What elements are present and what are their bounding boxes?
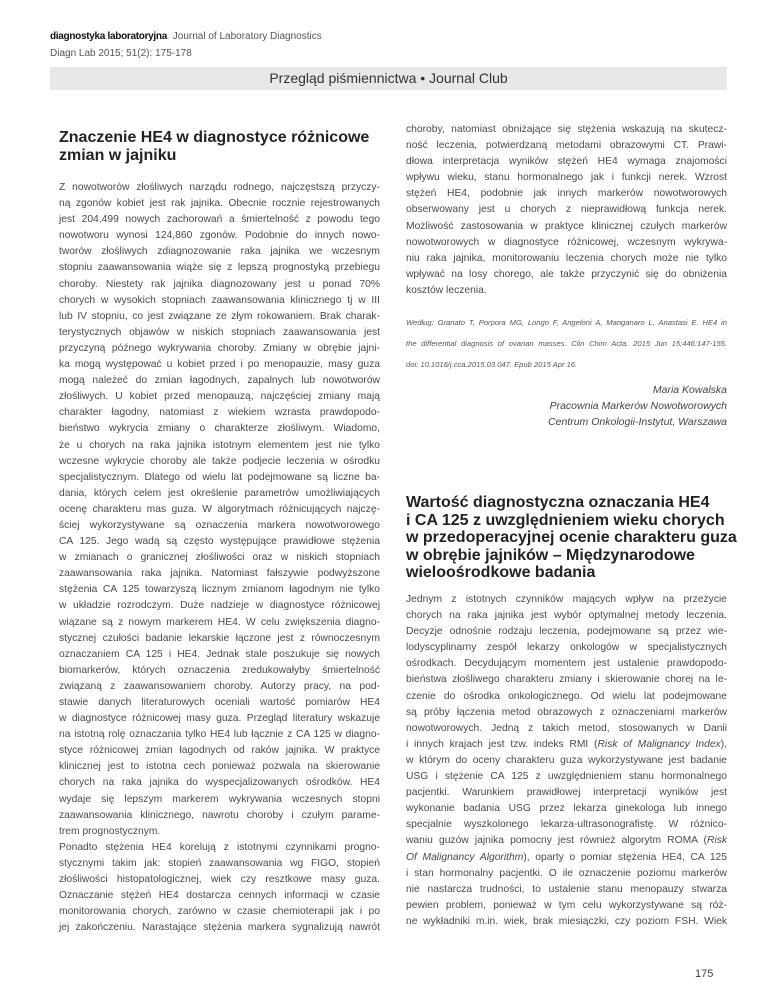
article1-body-left	[59, 180, 380, 936]
text-line: pewien problem, ponieważ w tym celu wykorzystywane są róż-	[406, 899, 727, 911]
text-line: niu raka jajnika, monitorowaniu leczenia chorych może nie tylko	[406, 252, 727, 264]
text-line: Ponadto stężenia HE4 korelują z istotnymi czynnikami progno-	[59, 841, 380, 853]
text-line	[406, 737, 727, 753]
article1-reference	[406, 312, 727, 375]
text-line: Według: Granato T, Porpora MG, Longo F, Angeloni A, Manganaro L, Anastasi E. HE4 in	[406, 318, 727, 327]
text-line: wpływać na losy chorego, ale także przyczynić się do obniżenia	[406, 268, 727, 280]
text-line: wiązane są z nowym markerem HE4. W celu zwiększenia diagno-	[59, 616, 380, 628]
text-line: CA 125. Jego wadą są często występujące prawidłowe stężenia	[59, 536, 380, 548]
text-line: terystycznych objawów w niskich stopniach zaawansowania jest	[59, 326, 380, 338]
title-line: wieloośrodkowe badania	[406, 564, 596, 581]
text-line: lodyscyplinarny zespół lekarzy onkologów w specjalistycznych	[406, 642, 727, 654]
text-line: czenie do ośrodka onkologicznego. Od wielu lat podejmowane	[406, 690, 727, 702]
text-line: nowotworowych. Jedną z takich metod, stosowanych w Danii	[406, 722, 727, 734]
text-line: charakter łagodny, natomiast z wiekiem wzrasta prawdopodo-	[59, 407, 380, 419]
text-line: zaawansowania klinicznego, nawrotu choroby i czułym parame-	[59, 809, 380, 821]
text-line: ocenę charakteru mas guza. W algorytmach różnicujących najczę-	[59, 503, 380, 515]
text-line: ność leczenia, potwierdzaną metodami obrazowymi CT. Prawi-	[406, 140, 727, 152]
section-banner	[50, 67, 727, 90]
text-line: nowotworu wynosi 124,860 zgonów. Podobnie do innych nowo-	[59, 230, 380, 242]
text-line: w zmianach o granicznej złośliwości oraz w niskich stopniach	[59, 552, 380, 564]
text-line: Jednym z istotnych czynników mających wpływ na przeżycie	[406, 594, 727, 605]
text-line: choroby. Niestety rak jajnika diagnozowany jest u ponad 70%	[59, 278, 380, 290]
journal-subtitle: Journal of Laboratory Diagnostics	[172, 31, 322, 42]
text-line: wydaje się lepszym markerem wykrywania wczesnych stopni	[59, 793, 380, 805]
article2-body	[406, 592, 727, 930]
text-segment: ), oparty o pomiar stężenia HE4, CA 125	[523, 851, 727, 863]
text-line: specjalistycznym. Dlatego od wielu lat podejmowane są liczne ba-	[59, 471, 380, 483]
text-line: że u chorych na raka jajnika istotnym elementem jest nie tylko	[59, 439, 380, 451]
text-line: stycznej czułości badanie lekarskie łączone jest z równoczesnym	[59, 632, 380, 644]
text-line: styce różnicowej zmian łagodnych od raków jajnika. W praktyce	[59, 745, 380, 757]
text-line: nowotworowych w diagnostyce różnicowej, wczesnym wykrywa-	[406, 236, 727, 248]
text-segment: Risk	[706, 835, 727, 847]
text-line: klinicznej jest to istotna cech ponieważ pozwala na skierowanie	[59, 761, 380, 773]
text-line: Z nowotworów złośliwych narządu rodnego, najczęstszą przyczy-	[59, 182, 380, 193]
text-line: wczesne wykrycie choroby ale także podjecie leczenia w ośrodku	[59, 455, 380, 467]
text-line: jest 204,499 nowych zachorowań a śmiertelność z powodu tego	[59, 214, 380, 226]
journal-citation: Diagn Lab 2015; 51(2): 175-178	[50, 48, 192, 59]
text-line: biomarkerów, których oznaczenia zredukowałyby śmiertelność	[59, 664, 380, 676]
text-line: stężeń HE4, podobnie jak innych markerów nowotworowych	[406, 188, 727, 200]
text-line: stycznymi takim jak: stopień zaawansowania wg FIGO, stopień	[59, 857, 380, 869]
text-line: w układzie rozrodczym. Duże nadzieje w diagnostyce różnicowej	[59, 600, 380, 612]
text-line: wpływu wieku, stanu hormonalnego jak i funkcji nerek. Wzrost	[406, 172, 727, 184]
text-line: stężenia CA 125 towarzyszą licznym zmianom łagodnym nie tylko	[59, 584, 380, 596]
text-line: monitorowania chorych, zarówno w czasie chemioterapii jak i po	[59, 906, 380, 918]
text-line: stawie danych literaturowych oceniali wartość pomiarów HE4	[59, 697, 380, 708]
text-line: Oznaczanie stężeń HE4 dostarcza cennych informacji w czasie	[59, 890, 380, 902]
text-line: specjalnie wyszkolonego lekarza-ultrasonografistę. W różnico-	[406, 819, 727, 831]
article1-title	[59, 129, 369, 164]
text-line: ne wykładniki m.in. wiek, brak miesiączki, czy poziom FSH. Wiek	[406, 915, 727, 927]
author-institution: Centrum Onkologii-Instytut, Warszawa	[548, 416, 727, 428]
text-line: obserwowany jest u chorych z nieprawidłową funkcja nerek.	[406, 204, 727, 216]
page-number: 175	[695, 968, 714, 980]
text-line: w którym do oceny charakteru guza wykorzystywane jest badanie	[406, 754, 727, 766]
text-line: są próby łączenia metod obrazowych z oznaczeniami markerów	[406, 706, 727, 718]
text-line: złośliwych. U kobiet przed menopauzą, najczęściej zmiany mają	[59, 391, 380, 403]
paragraph	[59, 840, 380, 937]
author-name: Maria Kowalska	[652, 384, 727, 396]
text-line: oznaczaniem CA 125 i HE4. Jednak stale poszukuje się nowych	[59, 648, 380, 660]
text-line: trem prognostycznym.	[59, 825, 161, 837]
text-line: dania, których celem jest określenie parametrów umożliwiających	[59, 487, 380, 499]
text-line: jej zakończeniu. Narastające stężenia markera sygnalizują nawrót	[59, 922, 380, 934]
paragraph	[59, 180, 380, 840]
text-line: pacjentki. Warunkiem prawidłowej interpretacji wyników jest	[406, 787, 727, 799]
text-line: w diagnostyce różnicowej masy guza. Przegląd literatury wskazuje	[59, 713, 380, 725]
text-line: USG i stężenie CA 125 z uwzględnieniem stanu hormonalnego	[406, 771, 727, 783]
text-segment: ),	[720, 738, 727, 750]
text-line: the differential diagnosis of ovarian masses. Clin Chim Acta. 2015 Jun 15;446:147-155.	[406, 339, 727, 348]
text-line: ośrodkach. Decydującym momentem jest ustalenie prawdopodo-	[406, 658, 727, 670]
text-line: lub IV stopniu, co jest związane ze złym rokowaniem. Brak charak-	[59, 310, 380, 322]
title-line: w obrębie jajników – Międzynarodowe	[406, 546, 695, 564]
text-line: związaną z zaawansowaniem choroby. Autorzy pracy, na pod-	[59, 680, 380, 692]
text-line: stopniu zaawansowania wiąże się z lepszą prognostyką przebiegu	[59, 262, 380, 274]
text-segment: Risk of Malignancy Index	[597, 738, 721, 750]
text-line: nie nastarcza trudności, to ustalenie stanu menopauzy stwarza	[406, 883, 727, 895]
text-line: ściej wykorzystywane są oznaczenia markera nowotworowego	[59, 519, 380, 531]
title-line: Wartość diagnostyczna oznaczania HE4	[406, 494, 710, 511]
article2-title	[406, 494, 737, 582]
title-line: w przedoperacyjnej ocenie charakteru guza	[406, 529, 737, 546]
text-line	[406, 850, 727, 866]
author-affiliation: Pracownia Markerów Nowotworowych	[549, 400, 727, 412]
text-line: przyczyną późnego wykrywania choroby. Zmiany w obrębie jajni-	[59, 342, 380, 354]
text-line: Decyzje odnośnie rodzaju leczenia, podejmowane są przez wie-	[406, 626, 727, 638]
journal-name: diagnostyka laboratoryjna	[50, 31, 167, 42]
text-line: chorych na raka jajnika jest wybór optymalnej metody leczenia.	[406, 610, 727, 622]
text-line: ka mogą występować u kobiet przed i po menopauzie, masy guza	[59, 359, 380, 371]
text-segment: i innych krajach jest tzw. indeks RMI (	[406, 738, 598, 750]
text-line: i stan hormonalny pacjentki. O ile oznaczenie poziomu markerów	[406, 867, 727, 879]
text-line: chorych na raka jajnika do wyspecjalizowanych ośrodków. HE4	[59, 777, 380, 789]
section-title: Przegląd piśmiennictwa • Journal Club	[269, 70, 508, 86]
text-line: bieństwa złośliwego charakteru zmiany i skierowanie chorej na le-	[406, 674, 727, 686]
text-segment: Of Malignancy Algorithm	[406, 851, 524, 863]
text-line: dłowa interpretacja wyników stężeń HE4 wymaga znajomości	[406, 156, 727, 168]
text-line: Możliwość zastosowania w praktyce klinicznej czułych markerów	[406, 220, 727, 232]
text-line: mogą należeć do zmian łagodnych, zapalnych lub nowotworów	[59, 375, 380, 387]
title-line: i CA 125 z uwzględnieniem wieku chorych	[406, 511, 725, 529]
text-line	[406, 833, 727, 849]
text-line: choroby, natomiast obniżające się stężenia wskazują na skutecz-	[406, 124, 727, 135]
text-line: wykonanie badania USG przez lekarza ginekologa lub innego	[406, 803, 727, 815]
article1-author	[406, 382, 727, 430]
text-line: bieństwo wykrycia zmiany o charakterze złośliwym. Wiadomo,	[59, 423, 380, 435]
text-line: zaawansowania raka jajnika. Natomiast fałszywie podwyższone	[59, 568, 380, 580]
text-line: na istotną rolę oznaczania tylko HE4 lub łącznie z CA 125 w diagno-	[59, 729, 380, 741]
text-segment: waniu guzów jajnika pomocny jest również algorytm ROMA (	[406, 835, 707, 847]
text-line: ną zgonów kobiet jest rak jajnika. Obecnie rocznie rejestrowanych	[59, 198, 380, 210]
title-line: zmian w jajniku	[59, 146, 177, 164]
text-line: chorych w wysokich stopniach zaawansowania klinicznego tj w III	[59, 294, 380, 306]
text-line: kosztów leczenia.	[406, 284, 487, 296]
text-line: złośliwości histopatologicznej, wiek czy resztkowe masy guza.	[59, 874, 380, 886]
text-line: tworów złośliwych zdiagnozowanie raka jajnika we wczesnym	[59, 246, 380, 258]
journal-header	[50, 31, 322, 42]
article1-body-right	[406, 122, 727, 299]
text-line: doi: 10.1016/j.cca.2015.03.047. Epub 2015 Apr 16.	[406, 360, 578, 369]
title-line: Znaczenie HE4 w diagnostyce różnicowe	[59, 129, 370, 146]
